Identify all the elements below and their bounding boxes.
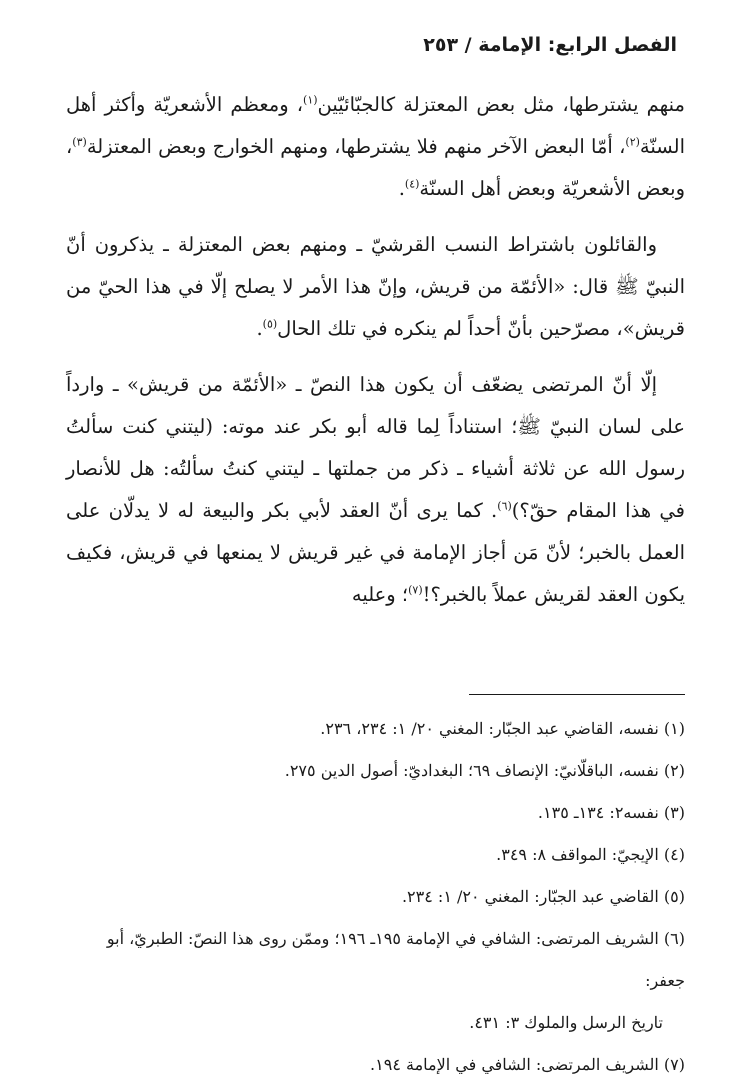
footnote-6-continuation: تاريخ الرسل والملوك ٣: ٤٣١. [469,1013,663,1032]
footnote-ref-1[interactable]: (١) [303,93,318,107]
footnote-4: (٤) الإيجيّ: المواقف ٨: ٣٤٩. [496,845,685,864]
paragraph-1: منهم يشترطها، مثل بعض المعتزلة كالجبّائيّين$^{(١)}$، ومعظم الأشعريّة وأكثر أهل السنّة$^{(٢)}$، أمّا البعض الآخر منهم فلا يشترطها، ومنهم الخوارج وبعض المعتزلة$^{(٣)}$، وبعض الأشعريّة وبعض أهل السنّة$^{(٤)}$. [66,93,685,200]
main-text [66,84,685,630]
footnote-ref-2[interactable]: (٢) [625,135,640,149]
running-header: الفصل الرابع: الإمامة / ٢٥٣ [423,34,677,56]
footnote-ref-5[interactable]: (٥) [262,317,278,331]
footnote-1: (١) نفسه، القاضي عبد الجبّار: المغني ٢٠/ ١: ٢٣٤، ٢٣٦. [320,719,685,738]
footnote-ref-7[interactable]: (٧) [408,583,423,597]
paragraph-2: والقائلون باشتراط النسب القرشيّ ـ ومنهم بعض المعتزلة ـ يذكرون أنّ النبيّ ﷺ قال: «الأئمّة من قريش، وإنّ هذا الأمر لا يصلح إلّا في هذا الحيّ من قريش»، مصرّحين بأنّ أحداً لم ينكره في تلك الحال$^{(٥)}$. [66,233,685,340]
footnote-3: (٣) نفسه٢: ١٣٤ـ ١٣٥. [537,803,685,822]
footnote-divider [469,694,685,695]
footnote-5: (٥) القاضي عبد الجبّار: المغني ٢٠/ ١: ٢٣٤. [401,887,685,906]
paragraph-3: إلّا أنّ المرتضى يضعّف أن يكون هذا النصّ ـ «الأئمّة من قريش» ـ وارداً على لسان النبيّ ﷺ؛ استناداً لِما قاله أبو بكر عند موته: (ليتني كنت سألتُ رسول الله عن ثلاثة أشياء ـ ذكر من جملتها ـ ليتني كنتُ سألتُه: هل للأنصار في هذا المقام حقّ؟)$^{(٦)}$. كما يرى أنّ العقد لأبي بكر والبيعة له لا يدلّان على العمل بالخبر؛ لأنّ مَن أجاز الإمامة في غير قريش لا يمنعها في قريش، فكيف يكون العقد لقريش عملاً بالخبر؟!$^{(٧)}$؛ وعليه [66,373,685,606]
footnote-7: (٧) الشريف المرتضى: الشافي في الإمامة ١٩٤. [370,1055,685,1074]
footnote-2: (٢) نفسه، الباقلّانيّ: الإنصاف ٦٩؛ البغداديّ: أصول الدين ٢٧٥. [284,761,685,780]
footnote-6: (٦) الشريف المرتضى: الشافي في الإمامة ١٩٥ـ ١٩٦؛ وممّن روى هذا النصّ: الطبريّ، أبو جعفر: [106,929,685,990]
footnote-ref-6[interactable]: (٦) [497,499,512,513]
footnotes-section [66,708,685,1086]
footnote-ref-3[interactable]: (٣) [72,135,87,149]
footnote-ref-4[interactable]: (٤) [404,177,420,191]
